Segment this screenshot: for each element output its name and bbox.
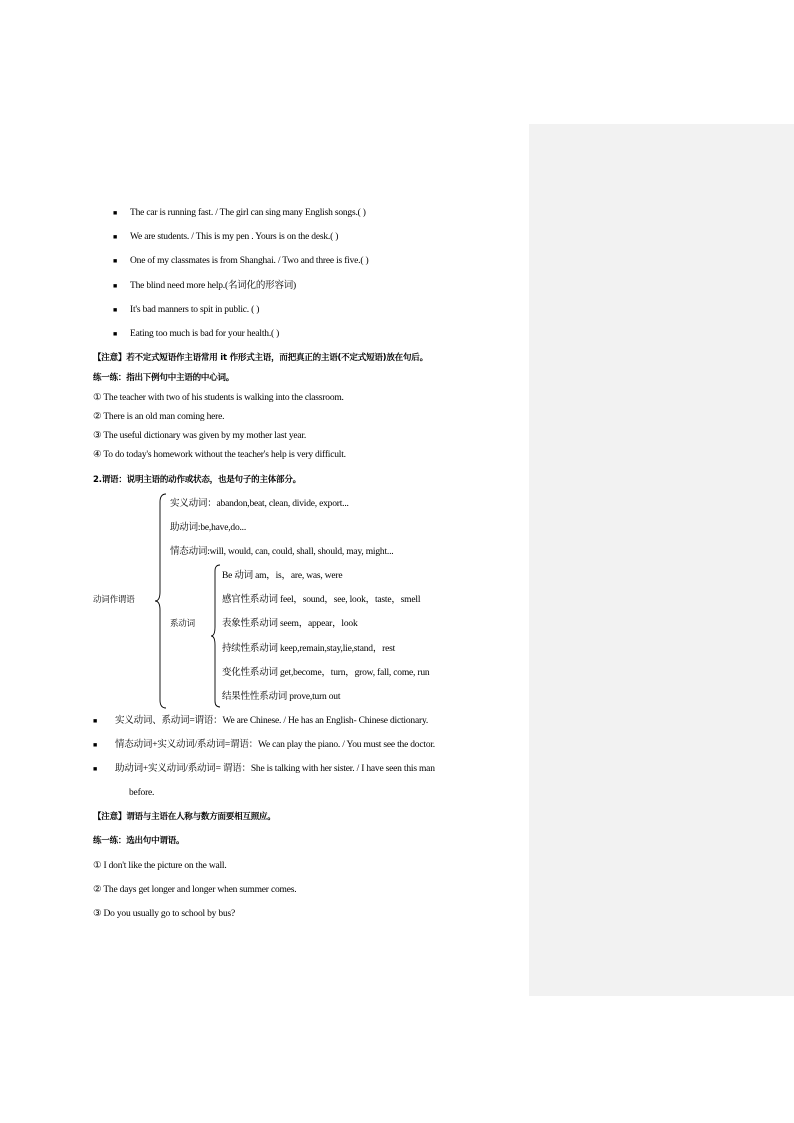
bullet-icon: ■: [113, 330, 118, 338]
outer-brace-icon: [154, 492, 168, 710]
linking-verb-item: 表象性系动词 seem，appear，look: [222, 619, 358, 629]
list-item: We are students. / This is my pen . Yours is on the desk.( ): [130, 232, 339, 242]
bullet-icon: ■: [113, 209, 118, 217]
exercise-2-title: 练一练：选出句中谓语。: [93, 836, 185, 846]
exercise-1-item: ① The teacher with two of his students is walking into the classroom.: [93, 393, 344, 403]
list-item: It's bad manners to spit in public. ( ): [130, 305, 260, 315]
note-1: 【注意】若不定式短语作主语常用 it 作形式主语，而把真正的主语(不定式短语)放在句后。: [93, 353, 428, 363]
list-item: Eating too much is bad for your health.( ): [130, 329, 280, 339]
linking-verb-item: 感官性系动词 feel，sound，see, look，taste，smell: [222, 595, 421, 605]
bullet-icon: ■: [113, 306, 118, 314]
bullet-icon: ■: [93, 765, 98, 773]
note-2: 【注意】谓语与主语在人称与数方面要相互照应。: [93, 812, 276, 822]
exercise-1-item: ③ The useful dictionary was given by my mother last year.: [93, 431, 307, 441]
inner-brace-icon: [210, 563, 222, 709]
bullet-icon: ■: [93, 717, 98, 725]
bullet-icon: ■: [93, 741, 98, 749]
verb-branch: 实义动词：abandon,beat, clean, divide, export...: [170, 499, 349, 509]
bullet-icon: ■: [113, 282, 118, 290]
list-item-continuation: before.: [129, 788, 155, 798]
exercise-1-item: ② There is an old man coming here.: [93, 412, 225, 422]
comment-pane: [529, 124, 794, 996]
list-item: 实义动词、系动词=谓语：We are Chinese. / He has an English- Chinese dictionary.: [115, 716, 429, 726]
exercise-2-item: ① I don't like the picture on the wall.: [93, 861, 227, 871]
exercise-2-item: ③ Do you usually go to school by bus?: [93, 909, 236, 919]
exercise-1-title: 练一练：指出下例句中主语的中心词。: [93, 373, 235, 383]
linking-verb-item: 变化性系动词 get,become，turn，grow, fall, come, run: [222, 668, 430, 678]
linking-verb-item: 结果性性系动词 prove,turn out: [222, 692, 341, 702]
verb-branch: 助动词:be,have,do...: [170, 523, 247, 533]
linking-verb-label: 系动词: [170, 619, 195, 629]
verb-branch: 情态动词:will, would, can, could, shall, should, may, might...: [170, 547, 394, 557]
list-item: 情态动词+实义动词/系动词=谓语：We can play the piano. / You must see the doctor.: [115, 740, 435, 750]
bullet-icon: ■: [113, 233, 118, 241]
linking-verb-item: 持续性系动词 keep,remain,stay,lie,stand，rest: [222, 644, 396, 654]
exercise-1-item: ④ To do today's homework without the teacher's help is very difficult.: [93, 450, 346, 460]
linking-verb-item: Be 动词 am，is，are, was, were: [222, 571, 343, 581]
list-item: The blind need more help.(名词化的形容词): [130, 281, 297, 291]
list-item: The car is running fast. / The girl can sing many English songs.( ): [130, 208, 366, 218]
list-item: 助动词+实义动词/系动词= 谓语：She is talking with her sister. / I have seen this man: [115, 764, 435, 774]
exercise-2-item: ② The days get longer and longer when summer comes.: [93, 885, 297, 895]
verb-tree-root: 动词作谓语: [93, 595, 135, 605]
bullet-icon: ■: [113, 257, 118, 265]
list-item: One of my classmates is from Shanghai. / Two and three is five.( ): [130, 256, 369, 266]
section-2-title: 2.谓语：说明主语的动作或状态，也是句子的主体部分。: [93, 475, 301, 485]
